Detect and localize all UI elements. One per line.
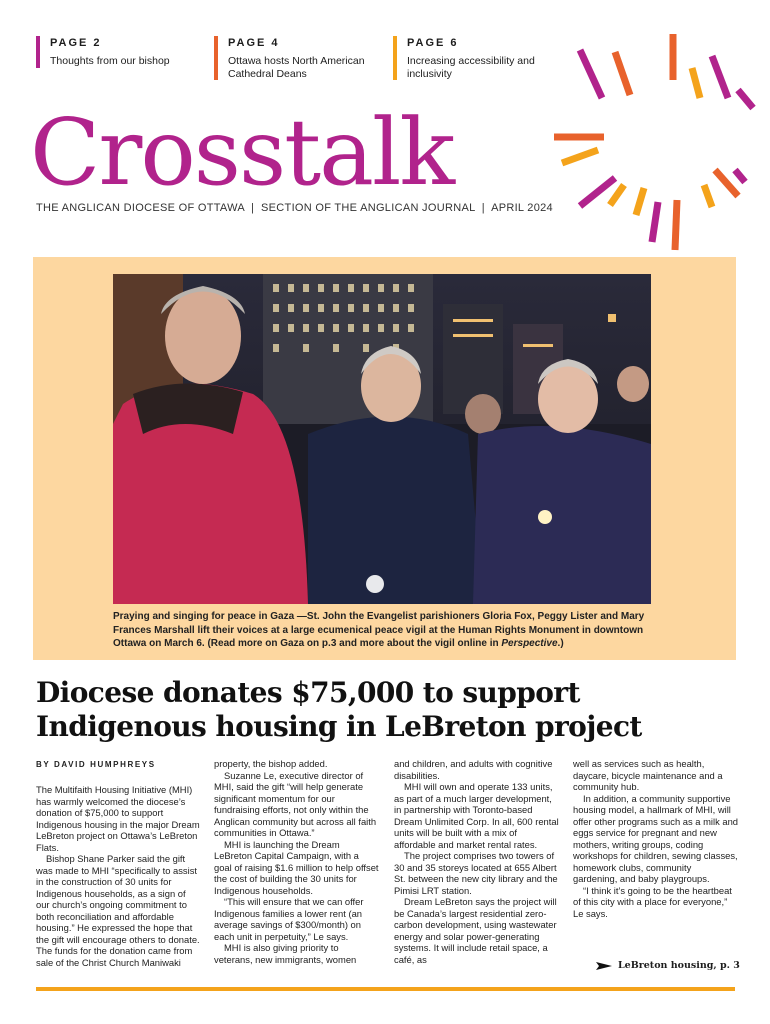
article-headline: Diocese donates $75,000 to support Indigenous housing in LeBreton project [36, 676, 642, 743]
article-column-2 [214, 758, 379, 965]
teaser-page-label: PAGE 4 [228, 37, 280, 49]
teaser-page-label: PAGE 6 [407, 37, 459, 49]
paragraph: “This will ensure that we can offer Indigenous families a lower rent (an average savings of $300/month) on each unit in perpetuity,” Le says. [214, 896, 364, 942]
article-column-4 [573, 758, 738, 919]
teaser-text: Ottawa hosts North American Cathedral Deans [228, 55, 365, 80]
article-column-1 [36, 758, 201, 968]
bottom-divider [36, 987, 735, 991]
masthead-title: Crosstalk [30, 99, 454, 206]
paragraph: MHI will own and operate 133 units, as part of a much larger development, in partnership with Toronto-based Dream Unlimited Corp. In all, 600 rental units will be built with a mix of affordable and market rental rates. [394, 781, 559, 850]
article-column-3 [394, 758, 559, 965]
byline: BY DAVID HUMPHREYS [36, 760, 156, 769]
paragraph: Suzanne Le, executive director of MHI, said the gift “will help generate significant momentum for our fundraising efforts, not only within the Anglican community but across all faith communities in Ottawa.” [214, 769, 377, 838]
masthead-tagline: THE ANGLICAN DIOCESE OF OTTAWA | SECTION OF THE ANGLICAN JOURNAL | APRIL 2024 [36, 202, 553, 214]
paragraph: In addition, a community supportive housing model, a hallmark of MHI, will offer other programs such as a milk and eggs service for pregnant and new mothers, writing groups, coding workshops for children, sewing classes, homework clubs, community gardening, and baby playgroups. [573, 792, 739, 884]
teaser-text: Increasing accessibility and inclusivity [407, 55, 535, 80]
paragraph: well as services such as health, daycare, bicycle maintenance and a community hub. [573, 758, 723, 792]
paragraph: The Multifaith Housing Initiative (MHI) has warmly welcomed the diocese’s donation of $75,000 to support Indigenous housing in the major Dream LeBreton project on Ottawa’s LeBreton Flats. [36, 784, 200, 853]
continued-jump-link[interactable] [596, 960, 740, 971]
paragraph: MHI is launching the Dream LeBreton Capital Campaign, with a goal of raising $1.6 million to help offset the cost of building the 30 units for Indigenous households. [214, 838, 379, 896]
teaser-page-2[interactable] [36, 36, 200, 68]
paragraph: property, the bishop added. [214, 758, 328, 769]
caption-main: Praying and singing for peace in Gaza —St. John the Evangelist parishioners Gloria Fox, Peggy Lister and Mary Frances Marshall lift their voices at a large ecumenical peace vigil at the Human Rights Monument in downtown Ottawa on March 6. (Read more on Gaza on p.3 and more about the vigil online in [113, 611, 645, 649]
teaser-page-4[interactable] [214, 36, 388, 80]
paragraph: The project comprises two towers of 30 and 35 storeys located at 655 Albert St. between the new city library and the Pimisi LRT station. [394, 850, 558, 896]
arrow-right-icon [596, 962, 612, 970]
caption-end: .) [557, 638, 564, 649]
photo-block [33, 257, 736, 660]
paragraph: and children, and adults with cognitive disabilities. [394, 758, 553, 781]
teaser-page-label: PAGE 2 [50, 37, 102, 49]
jump-label: LeBreton housing, p. 3 [618, 960, 740, 971]
paragraph: “I think it’s going to be the heartbeat of this city with a place for everyone,” Le says. [573, 884, 732, 919]
sunburst-logo-icon [540, 20, 770, 260]
paragraph: Bishop Shane Parker said the gift was made to MHI “specifically to assist in the construction of 30 units for Indigenous households, as a sign of our church’s ongoing commitment to both reconciliation and affordable housing.” He expressed the hope that the gift will encourage others to donate. The funds for the donation came from sale of the Christ Church Maniwaki [36, 853, 200, 968]
photo-caption [113, 610, 658, 651]
paragraph: MHI is also giving priority to veterans, new immigrants, women [214, 942, 357, 965]
teaser-text: Thoughts from our bishop [50, 55, 170, 67]
paragraph: Dream LeBreton says the project will be Canada’s largest residential zero-carbon development, using wastewater energy and solar power-generating systems. It will include retail space, a café, as [394, 896, 557, 965]
caption-perspective-link[interactable]: Perspective [501, 638, 558, 649]
vigil-photo [113, 274, 651, 604]
